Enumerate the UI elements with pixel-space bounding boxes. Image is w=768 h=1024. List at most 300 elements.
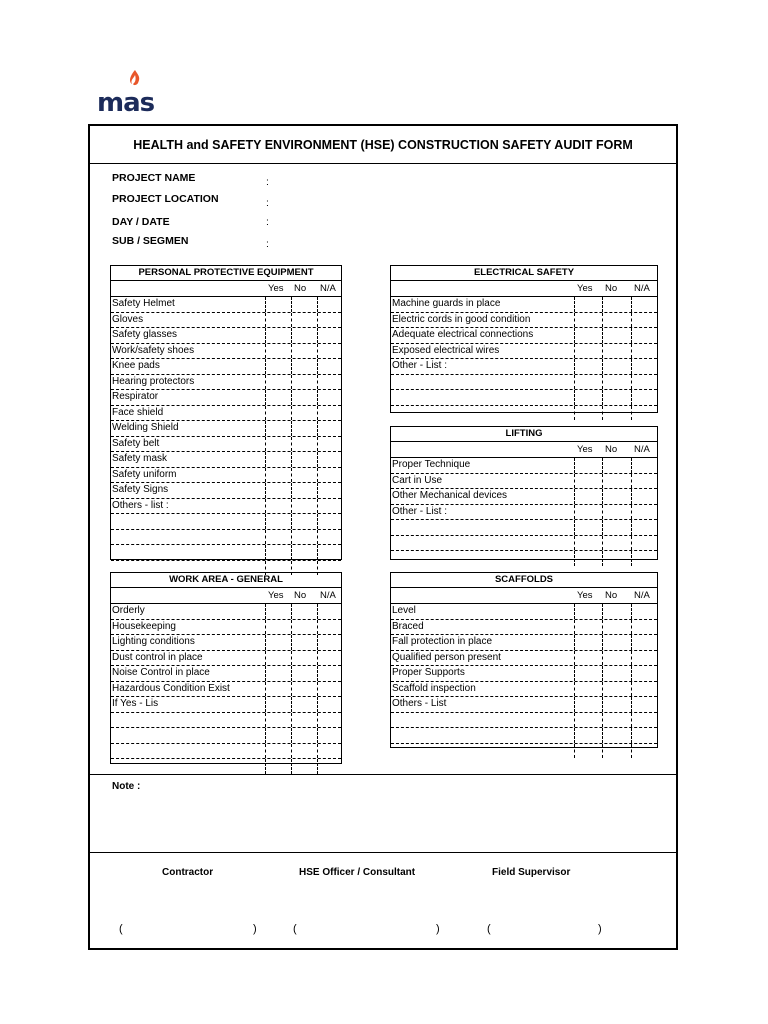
- checkbox-no-cell[interactable]: [602, 359, 629, 374]
- checkbox-na-cell[interactable]: [631, 551, 658, 566]
- checklist-row: [391, 620, 657, 636]
- checklist-row: [111, 620, 341, 636]
- project-name-label: PROJECT NAME: [112, 172, 196, 184]
- sub-segmen-label: SUB / SEGMEN: [112, 235, 189, 247]
- checkbox-no-cell[interactable]: [602, 297, 629, 312]
- checklist-item-label: Hearing protectors: [112, 375, 195, 387]
- checkbox-na-cell[interactable]: [631, 520, 658, 535]
- checklist-item-label: Work/safety shoes: [112, 344, 195, 356]
- checklist-item-label: Scaffold inspection: [392, 682, 476, 694]
- checklist-item-label: Others - List: [392, 698, 447, 709]
- checkbox-na-cell[interactable]: [631, 344, 658, 359]
- checkbox-na-cell[interactable]: [631, 390, 658, 405]
- checkbox-na-cell[interactable]: [631, 297, 658, 312]
- checkbox-yes-cell[interactable]: [265, 375, 292, 390]
- checkbox-no-cell[interactable]: [291, 375, 318, 390]
- checkbox-no-cell[interactable]: [291, 452, 318, 467]
- checkbox-yes-cell[interactable]: [574, 297, 601, 312]
- checklist-row: [391, 458, 657, 474]
- checkbox-na-cell[interactable]: [317, 682, 342, 697]
- column-na-header: N/A: [634, 444, 650, 455]
- hse-sign-close: ): [436, 923, 440, 935]
- column-yes-header: Yes: [268, 590, 284, 601]
- ppe-table-title: PERSONAL PROTECTIVE EQUIPMENT: [111, 266, 341, 281]
- checkbox-na-cell[interactable]: [317, 651, 342, 666]
- checkbox-na-cell[interactable]: [317, 666, 342, 681]
- ppe-column-headers: [111, 281, 341, 297]
- lifting-column-headers: [391, 442, 657, 458]
- checkbox-na-cell[interactable]: [317, 468, 342, 483]
- checkbox-yes-cell[interactable]: [574, 505, 601, 520]
- checklist-row: [391, 604, 657, 620]
- checklist-row: [391, 359, 657, 375]
- day-date-field[interactable]: :: [266, 216, 269, 228]
- checkbox-yes-cell[interactable]: [265, 406, 292, 421]
- checklist-row: [111, 468, 341, 484]
- checklist-item-label: Lighting conditions: [112, 636, 195, 647]
- column-na-header: N/A: [320, 283, 336, 294]
- checkbox-na-cell[interactable]: [317, 297, 342, 312]
- checklist-row: [111, 728, 341, 744]
- checklist-row: [391, 713, 657, 729]
- checkbox-yes-cell[interactable]: [574, 313, 601, 328]
- checkbox-yes-cell[interactable]: [265, 452, 292, 467]
- column-yes-header: Yes: [577, 444, 593, 455]
- checkbox-na-cell[interactable]: [317, 375, 342, 390]
- checklist-row: [391, 489, 657, 505]
- project-name-field[interactable]: :: [266, 176, 269, 188]
- checkbox-yes-cell[interactable]: [574, 344, 601, 359]
- checkbox-na-cell[interactable]: [631, 713, 658, 728]
- checkbox-yes-cell[interactable]: [265, 359, 292, 374]
- checklist-row: [111, 635, 341, 651]
- checkbox-yes-cell[interactable]: [574, 620, 601, 635]
- checklist-row: [391, 390, 657, 406]
- checkbox-no-cell[interactable]: [291, 483, 318, 498]
- checklist-row: [111, 328, 341, 344]
- checklist-item-label: Proper Supports: [392, 667, 465, 678]
- checklist-item-label: Qualified person present: [392, 651, 501, 663]
- checkbox-na-cell[interactable]: [317, 604, 342, 619]
- checkbox-yes-cell[interactable]: [265, 421, 292, 436]
- checklist-row: [111, 359, 341, 375]
- checkbox-na-cell[interactable]: [631, 313, 658, 328]
- checkbox-na-cell[interactable]: [631, 536, 658, 551]
- checkbox-no-cell[interactable]: [291, 344, 318, 359]
- checkbox-yes-cell[interactable]: [265, 468, 292, 483]
- checklist-item-label: Safety glasses: [112, 329, 178, 340]
- checklist-row: [391, 406, 657, 421]
- checkbox-no-cell[interactable]: [602, 744, 629, 759]
- checkbox-na-cell[interactable]: [317, 328, 342, 343]
- checkbox-no-cell[interactable]: [291, 499, 318, 514]
- checkbox-na-cell[interactable]: [317, 483, 342, 498]
- checklist-row: [111, 390, 341, 406]
- checkbox-no-cell[interactable]: [291, 437, 318, 452]
- logo-text: mas: [97, 88, 155, 118]
- checkbox-yes-cell[interactable]: [265, 666, 292, 681]
- checkbox-na-cell[interactable]: [631, 635, 658, 650]
- checkbox-na-cell[interactable]: [631, 375, 658, 390]
- checkbox-no-cell[interactable]: [291, 359, 318, 374]
- checkbox-yes-cell[interactable]: [574, 390, 601, 405]
- checkbox-yes-cell[interactable]: [265, 499, 292, 514]
- checkbox-yes-cell[interactable]: [574, 328, 601, 343]
- checkbox-yes-cell[interactable]: [265, 514, 292, 529]
- checkbox-yes-cell[interactable]: [265, 344, 292, 359]
- lifting-table-title: LIFTING: [391, 427, 657, 442]
- note-label: Note :: [112, 781, 141, 792]
- checkbox-yes-cell[interactable]: [574, 651, 601, 666]
- contractor-sign-open: (: [119, 923, 123, 935]
- checklist-row: [391, 297, 657, 313]
- project-location-label: PROJECT LOCATION: [112, 193, 219, 205]
- checkbox-na-cell[interactable]: [317, 545, 342, 560]
- electrical-table-title: ELECTRICAL SAFETY: [391, 266, 657, 281]
- checklist-row: [391, 536, 657, 552]
- scaffolds-table: [390, 572, 658, 748]
- checkbox-yes-cell[interactable]: [574, 744, 601, 759]
- checkbox-no-cell[interactable]: [602, 682, 629, 697]
- checkbox-yes-cell[interactable]: [265, 713, 292, 728]
- checkbox-no-cell[interactable]: [291, 728, 318, 743]
- checkbox-na-cell[interactable]: [631, 505, 658, 520]
- checkbox-no-cell[interactable]: [602, 406, 629, 421]
- checklist-item-label: Orderly: [112, 605, 145, 616]
- checkbox-yes-cell[interactable]: [265, 530, 292, 545]
- hse-officer-label: HSE Officer / Consultant: [299, 867, 416, 878]
- checkbox-na-cell[interactable]: [317, 744, 342, 759]
- checklist-item-label: Housekeeping: [112, 620, 176, 632]
- checklist-row: [111, 530, 341, 546]
- checklist-row: [111, 313, 341, 329]
- checklist-row: [111, 604, 341, 620]
- checkbox-yes-cell[interactable]: [265, 390, 292, 405]
- supervisor-sign-open: (: [487, 923, 491, 935]
- checkbox-yes-cell[interactable]: [574, 458, 601, 473]
- checklist-row: [111, 452, 341, 468]
- checkbox-no-cell[interactable]: [602, 620, 629, 635]
- checkbox-na-cell[interactable]: [317, 514, 342, 529]
- checkbox-yes-cell[interactable]: [265, 328, 292, 343]
- checkbox-no-cell[interactable]: [291, 406, 318, 421]
- checkbox-na-cell[interactable]: [317, 728, 342, 743]
- checklist-row: [391, 313, 657, 329]
- checklist-item-label: Adequate electrical connections: [392, 329, 534, 340]
- checklist-item-label: Gloves: [112, 313, 144, 325]
- checkbox-no-cell[interactable]: [602, 536, 629, 551]
- checkbox-no-cell[interactable]: [291, 468, 318, 483]
- checklist-item-label: Level: [392, 605, 416, 616]
- checklist-item-label: Fall protection in place: [392, 636, 493, 647]
- checklist-row: [111, 483, 341, 499]
- form-title: HEALTH and SAFETY ENVIRONMENT (HSE) CONSTRUCTION SAFETY AUDIT FORM: [90, 126, 676, 164]
- checklist-item-label: Noise Control in place: [112, 667, 210, 678]
- column-yes-header: Yes: [268, 283, 284, 294]
- checkbox-yes-cell[interactable]: [265, 545, 292, 560]
- checkbox-na-cell[interactable]: [317, 635, 342, 650]
- column-na-header: N/A: [320, 590, 336, 601]
- checkbox-na-cell[interactable]: [631, 666, 658, 681]
- checkbox-no-cell[interactable]: [291, 297, 318, 312]
- day-date-label: DAY / DATE: [112, 216, 170, 228]
- checkbox-no-cell[interactable]: [602, 474, 629, 489]
- checklist-row: [111, 759, 341, 774]
- checkbox-yes-cell[interactable]: [574, 474, 601, 489]
- checklist-item-label: Exposed electrical wires: [392, 344, 500, 356]
- checkbox-yes-cell[interactable]: [574, 406, 601, 421]
- checkbox-na-cell[interactable]: [317, 499, 342, 514]
- checkbox-yes-cell[interactable]: [574, 635, 601, 650]
- work-column-headers: [111, 588, 341, 604]
- checklist-row: [391, 474, 657, 490]
- column-na-header: N/A: [634, 283, 650, 294]
- checklist-row: [391, 635, 657, 651]
- checklist-row: [111, 375, 341, 391]
- checklist-row: [391, 344, 657, 360]
- checkbox-na-cell[interactable]: [317, 421, 342, 436]
- work-area-table: [110, 572, 342, 764]
- checkbox-yes-cell[interactable]: [265, 483, 292, 498]
- checkbox-no-cell[interactable]: [602, 489, 629, 504]
- checkbox-yes-cell[interactable]: [265, 297, 292, 312]
- checkbox-na-cell[interactable]: [631, 620, 658, 635]
- checkbox-no-cell[interactable]: [291, 713, 318, 728]
- checkbox-na-cell[interactable]: [631, 489, 658, 504]
- column-no-header: No: [294, 590, 307, 601]
- checklist-row: [111, 297, 341, 313]
- checklist-item-label: Safety belt: [112, 437, 160, 449]
- checkbox-yes-cell[interactable]: [265, 651, 292, 666]
- checklist-row: [111, 545, 341, 561]
- supervisor-sign-close: ): [598, 923, 602, 935]
- checklist-item-label: Dust control in place: [112, 651, 203, 663]
- checkbox-na-cell[interactable]: [317, 390, 342, 405]
- checkbox-yes-cell[interactable]: [574, 713, 601, 728]
- checkbox-no-cell[interactable]: [291, 759, 318, 774]
- checkbox-na-cell[interactable]: [631, 458, 658, 473]
- checkbox-yes-cell[interactable]: [265, 313, 292, 328]
- contractor-label: Contractor: [162, 867, 214, 878]
- checkbox-no-cell[interactable]: [602, 635, 629, 650]
- checklist-item-label: Respirator: [112, 391, 159, 402]
- checklist-row: [391, 744, 657, 759]
- checkbox-no-cell[interactable]: [602, 458, 629, 473]
- checkbox-na-cell[interactable]: [631, 328, 658, 343]
- checkbox-no-cell[interactable]: [602, 520, 629, 535]
- checkbox-no-cell[interactable]: [602, 651, 629, 666]
- checkbox-na-cell[interactable]: [631, 682, 658, 697]
- checkbox-no-cell[interactable]: [291, 651, 318, 666]
- checkbox-yes-cell[interactable]: [574, 666, 601, 681]
- checkbox-na-cell[interactable]: [317, 713, 342, 728]
- checklist-item-label: Safety mask: [112, 453, 168, 464]
- column-no-header: No: [605, 590, 618, 601]
- checklist-row: [111, 697, 341, 713]
- checkbox-no-cell[interactable]: [291, 545, 318, 560]
- checkbox-no-cell[interactable]: [291, 620, 318, 635]
- checklist-row: [391, 651, 657, 667]
- checklist-item-label: Machine guards in place: [392, 298, 501, 309]
- checklist-row: [111, 344, 341, 360]
- checkbox-no-cell[interactable]: [291, 666, 318, 681]
- audit-form: [88, 124, 678, 950]
- checklist-row: [111, 421, 341, 437]
- checkbox-yes-cell[interactable]: [574, 489, 601, 504]
- lifting-table: [390, 426, 658, 560]
- checkbox-yes-cell[interactable]: [574, 359, 601, 374]
- checklist-item-label: Other Mechanical devices: [392, 490, 508, 501]
- checkbox-yes-cell[interactable]: [265, 728, 292, 743]
- checkbox-yes-cell[interactable]: [574, 520, 601, 535]
- contractor-sign-close: ): [253, 923, 257, 935]
- checkbox-na-cell[interactable]: [631, 651, 658, 666]
- checkbox-yes-cell[interactable]: [574, 551, 601, 566]
- checkbox-no-cell[interactable]: [602, 728, 629, 743]
- checklist-item-label: Safety Helmet: [112, 298, 175, 309]
- checklist-row: [391, 697, 657, 713]
- checklist-item-label: Cart in Use: [392, 474, 443, 486]
- checklist-item-label: Electric cords in good condition: [392, 313, 531, 325]
- checkbox-na-cell[interactable]: [317, 344, 342, 359]
- work-table-title: WORK AREA - GENERAL: [111, 573, 341, 588]
- scaffolds-table-title: SCAFFOLDS: [391, 573, 657, 588]
- checkbox-na-cell[interactable]: [631, 604, 658, 619]
- checkbox-no-cell[interactable]: [602, 551, 629, 566]
- column-no-header: No: [605, 444, 618, 455]
- ppe-table: [110, 265, 342, 560]
- checkbox-no-cell[interactable]: [291, 530, 318, 545]
- checkbox-no-cell[interactable]: [291, 313, 318, 328]
- checkbox-yes-cell[interactable]: [265, 635, 292, 650]
- column-yes-header: Yes: [577, 590, 593, 601]
- checkbox-na-cell[interactable]: [317, 313, 342, 328]
- checkbox-no-cell[interactable]: [602, 697, 629, 712]
- checklist-item-label: Other - List :: [392, 360, 448, 371]
- checklist-row: [111, 437, 341, 453]
- checkbox-yes-cell[interactable]: [265, 604, 292, 619]
- checklist-item-label: If Yes - Lis: [112, 698, 159, 709]
- checklist-row: [391, 505, 657, 521]
- scaffolds-column-headers: [391, 588, 657, 604]
- checkbox-na-cell[interactable]: [631, 406, 658, 421]
- checklist-row: [391, 682, 657, 698]
- checklist-row: [391, 375, 657, 391]
- checkbox-yes-cell[interactable]: [574, 728, 601, 743]
- checklist-item-label: Welding Shield: [112, 422, 179, 433]
- checkbox-na-cell[interactable]: [631, 359, 658, 374]
- checkbox-na-cell[interactable]: [317, 452, 342, 467]
- checklist-row: [391, 520, 657, 536]
- checkbox-no-cell[interactable]: [602, 328, 629, 343]
- checkbox-yes-cell[interactable]: [574, 536, 601, 551]
- checklist-item-label: Braced: [392, 620, 424, 632]
- checklist-row: [111, 514, 341, 530]
- electrical-column-headers: [391, 281, 657, 297]
- checklist-row: [111, 651, 341, 667]
- checkbox-no-cell[interactable]: [291, 390, 318, 405]
- checkbox-na-cell[interactable]: [317, 530, 342, 545]
- column-na-header: N/A: [634, 590, 650, 601]
- hse-sign-open: (: [293, 923, 297, 935]
- checkbox-no-cell[interactable]: [291, 682, 318, 697]
- checkbox-yes-cell[interactable]: [265, 744, 292, 759]
- checkbox-na-cell[interactable]: [317, 406, 342, 421]
- note-area[interactable]: [90, 774, 676, 852]
- checkbox-yes-cell[interactable]: [574, 682, 601, 697]
- checklist-row: [111, 682, 341, 698]
- checkbox-na-cell[interactable]: [317, 697, 342, 712]
- checkbox-no-cell[interactable]: [602, 666, 629, 681]
- sub-segmen-field[interactable]: :: [266, 238, 269, 250]
- column-no-header: No: [605, 283, 618, 294]
- checkbox-no-cell[interactable]: [291, 328, 318, 343]
- checklist-row: [391, 328, 657, 344]
- checkbox-na-cell[interactable]: [317, 359, 342, 374]
- checkbox-yes-cell[interactable]: [265, 697, 292, 712]
- checkbox-no-cell[interactable]: [291, 421, 318, 436]
- checklist-item-label: Hazardous Condition Exist: [112, 682, 230, 694]
- checklist-item-label: Knee pads: [112, 360, 160, 371]
- checkbox-no-cell[interactable]: [602, 713, 629, 728]
- checkbox-na-cell[interactable]: [631, 474, 658, 489]
- project-location-field[interactable]: :: [266, 197, 269, 209]
- checkbox-no-cell[interactable]: [602, 313, 629, 328]
- column-no-header: No: [294, 283, 307, 294]
- checklist-item-label: Safety Signs: [112, 484, 169, 495]
- column-yes-header: Yes: [577, 283, 593, 294]
- checklist-row: [111, 744, 341, 760]
- checkbox-na-cell[interactable]: [317, 759, 342, 774]
- checkbox-na-cell[interactable]: [317, 620, 342, 635]
- checkbox-no-cell[interactable]: [602, 604, 629, 619]
- checkbox-yes-cell[interactable]: [265, 682, 292, 697]
- checklist-row: [111, 713, 341, 729]
- checkbox-na-cell[interactable]: [631, 728, 658, 743]
- checklist-item-label: Other - List :: [392, 505, 448, 517]
- checkbox-yes-cell[interactable]: [574, 604, 601, 619]
- checkbox-no-cell[interactable]: [291, 604, 318, 619]
- checklist-item-label: Face shield: [112, 406, 164, 418]
- checkbox-yes-cell[interactable]: [265, 759, 292, 774]
- checkbox-no-cell[interactable]: [291, 635, 318, 650]
- checkbox-na-cell[interactable]: [317, 437, 342, 452]
- checklist-item-label: Safety uniform: [112, 468, 177, 480]
- checklist-row: [391, 728, 657, 744]
- checkbox-no-cell[interactable]: [602, 344, 629, 359]
- checkbox-no-cell[interactable]: [602, 390, 629, 405]
- company-logo: [97, 70, 167, 120]
- checkbox-no-cell[interactable]: [291, 744, 318, 759]
- checklist-item-label: Others - list :: [112, 499, 169, 511]
- field-supervisor-label: Field Supervisor: [492, 867, 571, 878]
- checkbox-no-cell[interactable]: [602, 505, 629, 520]
- checklist-row: [111, 406, 341, 422]
- checkbox-yes-cell[interactable]: [574, 697, 601, 712]
- checklist-row: [111, 666, 341, 682]
- signature-area: [90, 852, 676, 948]
- checklist-item-label: Proper Technique: [392, 459, 471, 470]
- checkbox-yes-cell[interactable]: [265, 437, 292, 452]
- checkbox-no-cell[interactable]: [291, 514, 318, 529]
- checklist-row: [111, 499, 341, 515]
- checkbox-yes-cell[interactable]: [265, 620, 292, 635]
- checkbox-na-cell[interactable]: [631, 697, 658, 712]
- checkbox-na-cell[interactable]: [631, 744, 658, 759]
- checkbox-no-cell[interactable]: [602, 375, 629, 390]
- checkbox-no-cell[interactable]: [291, 697, 318, 712]
- checkbox-yes-cell[interactable]: [574, 375, 601, 390]
